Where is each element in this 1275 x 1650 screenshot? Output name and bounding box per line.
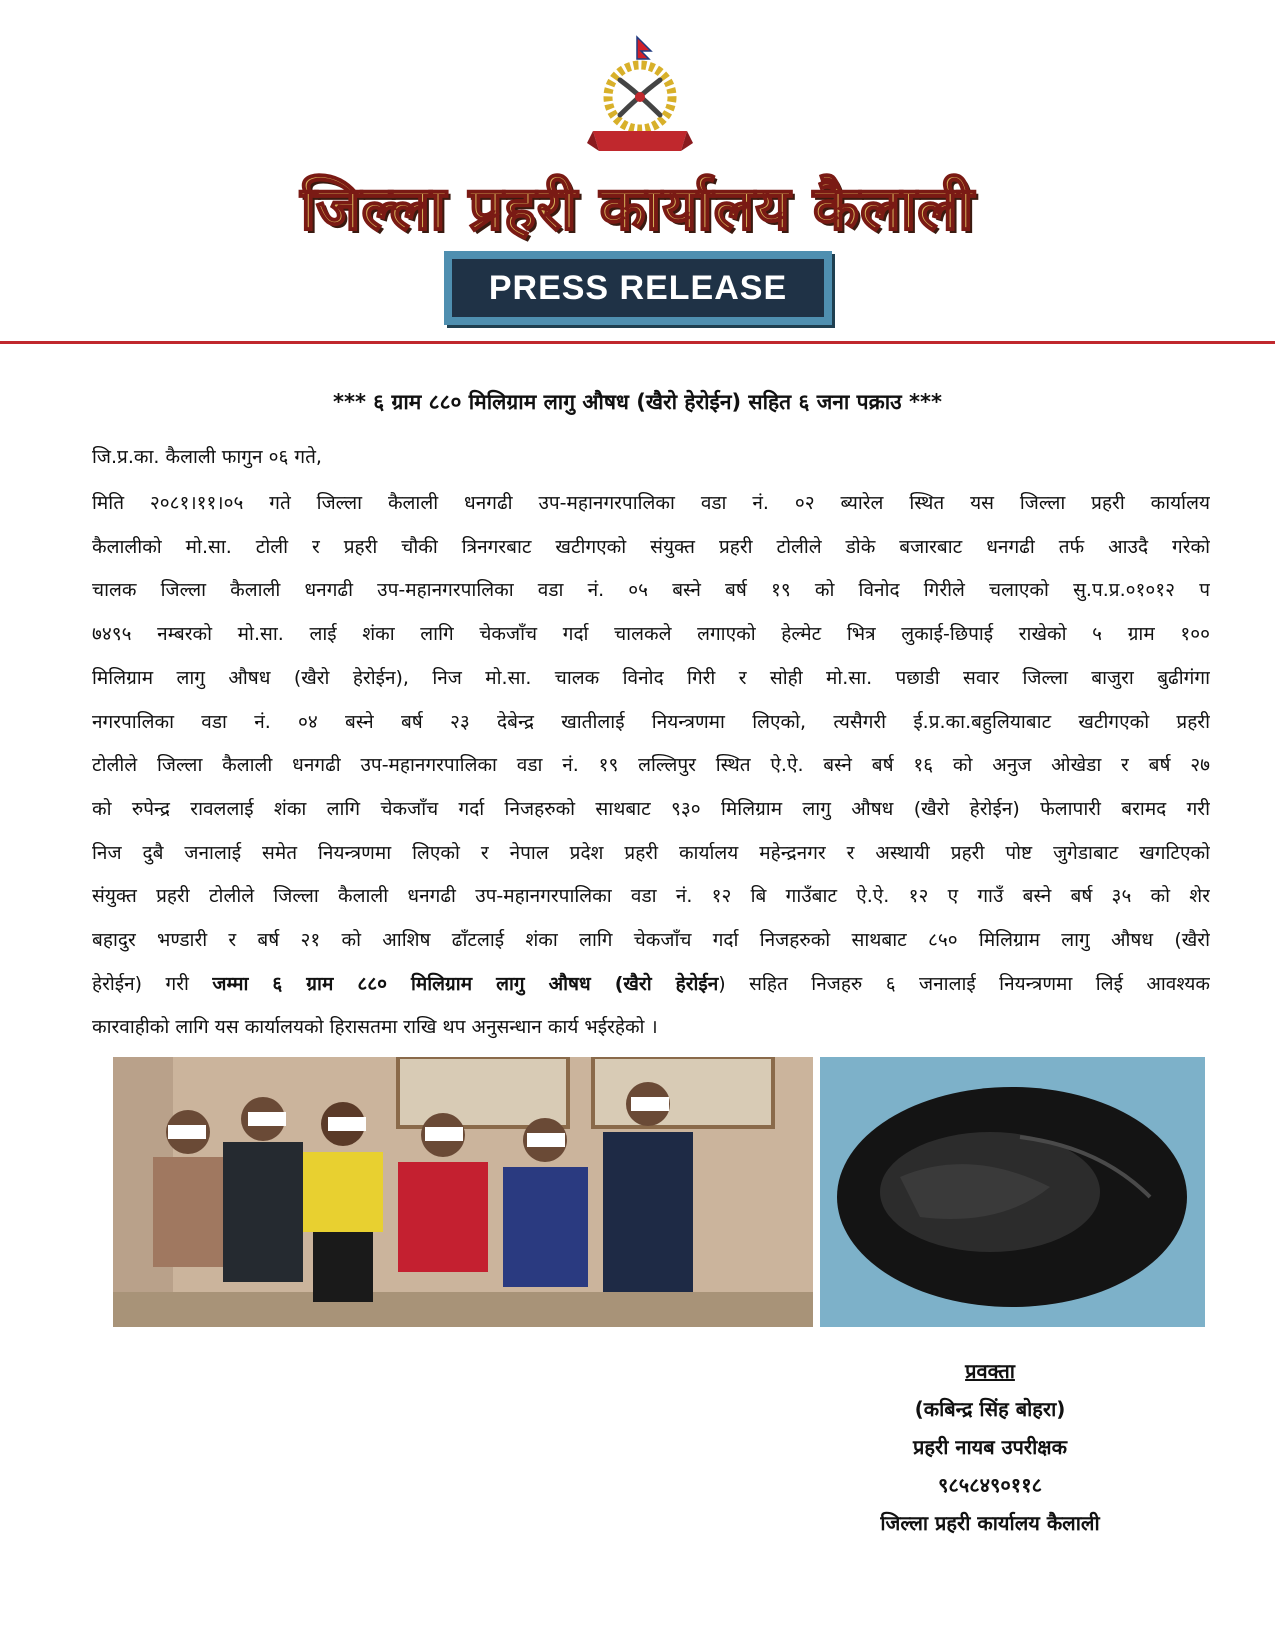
body-line: मिलिग्राम लागु औषध (खैरो हेरोईन), निज मो.सा. चालक विनोद गिरी र सोही मो.सा. पछाडी सवार जिल्ला बाजुरा बुढीगंगा <box>92 666 1210 689</box>
body-line: ७४९५ नम्बरको मो.सा. लाई शंका लागि चेकजाँच गर्दा चालकले लगाएको हेल्मेट भित्र लुकाई-छिपाई राखेको ५ ग्राम १०० <box>92 623 1210 646</box>
body-line-12-part-c: ) सहित निजहरु ६ जनालाई नियन्त्रणमा लिई आवश्यक <box>718 972 1210 995</box>
body-line: टोलीले जिल्ला कैलाली धनगढी उप-महानगरपालिका वडा नं. १९ लल्लिपुर स्थित ऐ.ऐ. बस्ने बर्ष १६ को अनुज ओखेडा र बर्ष २७ <box>92 754 1210 777</box>
seized-drugs-photo <box>820 1057 1205 1327</box>
body-line-with-bold <box>92 963 1210 1007</box>
body-line: संयुक्त प्रहरी टोलीले जिल्ला कैलाली धनगढी उप-महानगरपालिका वडा नं. १२ बि गाउँबाट ऐ.ऐ. १२ ए गाउँ बस्ने बर्ष ३५ को शेर <box>92 885 1210 908</box>
office-name-heading: जिल्ला प्रहरी कार्यालय कैलाली <box>300 174 975 244</box>
signatory-phone: ९८५८४९०११८ <box>938 1473 1042 1497</box>
body-line-12-part-a: हेरोईन) गरी <box>92 972 213 995</box>
header-divider <box>0 341 1275 344</box>
body-line: मिति २०८१।११।०५ गते जिल्ला कैलाली धनगढी उप-महानगरपालिका वडा नं. ०२ ब्यारेल स्थित यस जिल्ला प्रहरी कार्यालय <box>92 492 1210 514</box>
signature-block <box>820 1352 1160 1542</box>
press-release-label: PRESS RELEASE <box>452 259 824 317</box>
signatory-office: जिल्ला प्रहरी कार्यालय कैलाली <box>880 1511 1100 1535</box>
suspects-photo <box>113 1057 813 1327</box>
nepal-police-emblem <box>585 35 695 155</box>
body-line: निज दुबै जनालाई समेत नियन्त्रणमा लिएको र नेपाल प्रदेश प्रहरी कार्यालय महेन्द्रनगर र अस्थायी प्रहरी पोष्ट जुगेडाबाट खगटिएको <box>92 841 1210 864</box>
signatory-name: (कबिन्द्र सिंह बोहरा) <box>914 1397 1066 1421</box>
body-line: चालक जिल्ला कैलाली धनगढी उप-महानगरपालिका वडा नं. ०५ बस्ने बर्ष १९ को विनोद गिरीले चलाएको सु.प.प्र.०१०१२ प <box>92 579 1210 602</box>
press-release-banner <box>444 251 832 325</box>
body-text <box>92 482 1210 1050</box>
total-seizure-bold: जम्मा ६ ग्राम ८८० मिलिग्राम लागु औषध (खैरो हेरोईन <box>212 972 719 995</box>
date-line: जि.प्र.का. कैलाली फागुन ०६ गते, <box>92 446 322 468</box>
signature-title: प्रवक्ता <box>965 1359 1015 1383</box>
body-line: बहादुर भण्डारी र बर्ष २१ को आशिष ढाँटलाई शंका लागि चेकजाँच गर्दा निजहरुको साथबाट ८५० मिलिग्राम लागु औषध (खैरो <box>92 929 1210 952</box>
body-line: कैलालीको मो.सा. टोली र प्रहरी चौकी त्रिनगरबाट खटीगएको संयुक्त प्रहरी टोलीले डोके बजारबाट धनगढी तर्फ आउदै गरेको <box>92 535 1210 558</box>
body-line: को रुपेन्द्र रावललाई शंका लागि चेकजाँच गर्दा निजहरुको साथबाट ९३० मिलिग्राम लागु औषध (खैरो हेरोईन) फेलापारी बरामद गरी <box>92 797 1210 820</box>
body-line-last: कारवाहीको लागि यस कार्यालयको हिरासतमा राखि थप अनुसन्धान कार्य भईरहेको । <box>92 1016 658 1039</box>
body-line: नगरपालिका वडा नं. ०४ बस्ने बर्ष २३ देबेन्द्र खातीलाई नियन्त्रणमा लिएको, त्यसैगरी ई.प्र.का.बहुलियाबाट खटीगएको प्रहरी <box>92 710 1210 733</box>
signatory-rank: प्रहरी नायब उपरीक्षक <box>913 1435 1067 1459</box>
headline: *** ६ ग्राम ८८० मिलिग्राम लागु औषध (खैरो हेरोईन) सहित ६ जना पक्राउ *** <box>333 390 942 414</box>
